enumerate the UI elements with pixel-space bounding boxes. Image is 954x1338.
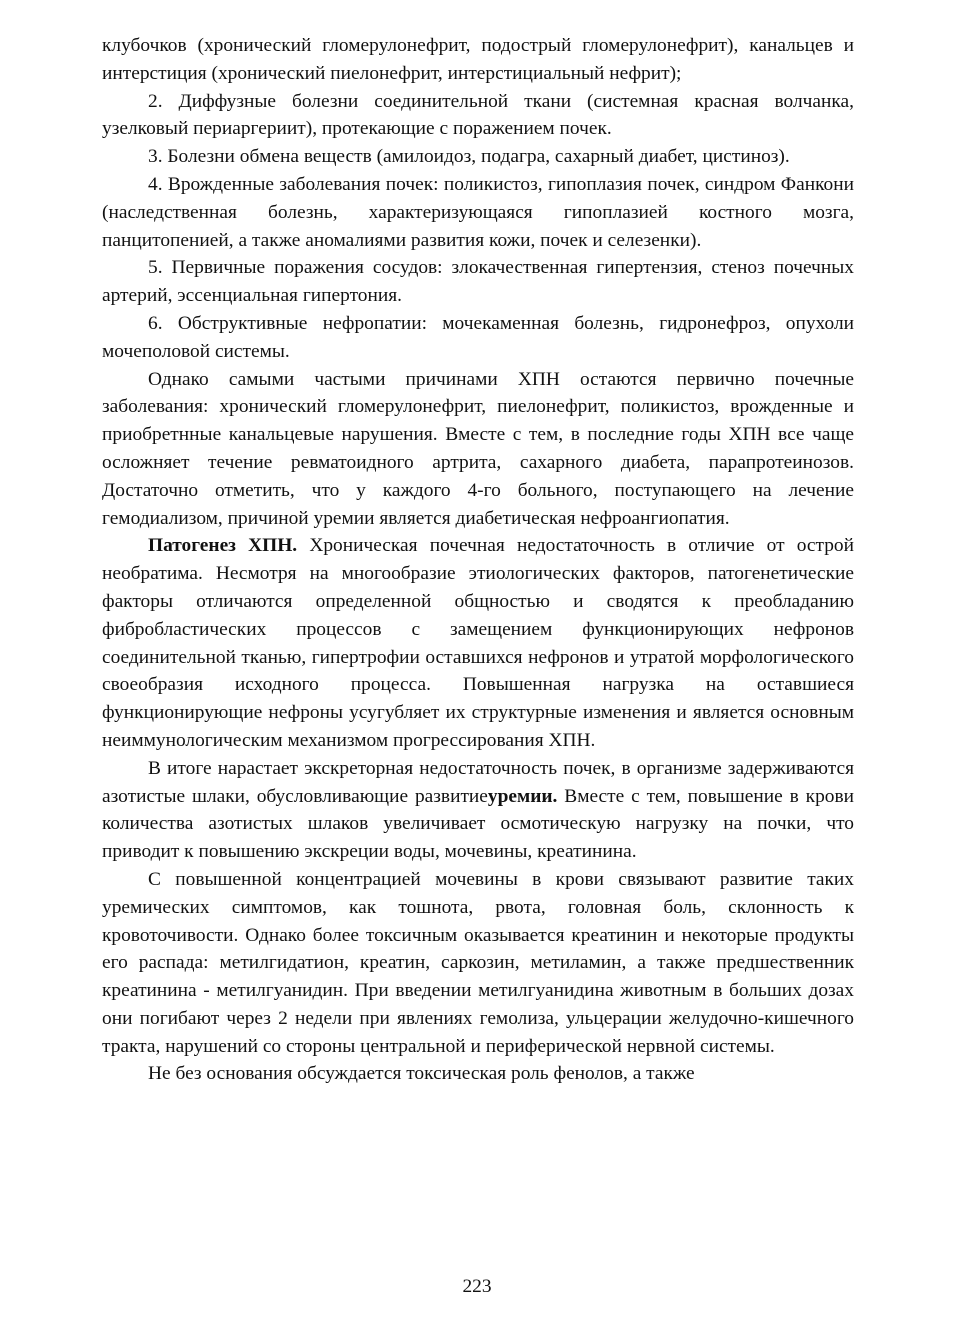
page-text: [102, 32, 854, 1088]
phenols-text-b: , а также: [623, 1063, 695, 1085]
paragraph-uremia: [102, 755, 854, 866]
list-item-2: 2. Диффузные болезни соединительной ткани (системная красная волчанка, узелковый периаргериит), протекающие с поражением почек.: [102, 90, 854, 140]
uremia-text-b: Вместе с тем, повышение в крови количества азотистых шлаков увеличивает осмотическую нагрузку на почки, что приводит к повышению экскреции воды, мочевины, креатинина.: [102, 785, 854, 863]
phenols-term: фенолов: [553, 1063, 624, 1085]
paragraph-phenols: [102, 1060, 854, 1088]
phenols-text-a: Не без основания обсуждается токсическая роль: [148, 1063, 554, 1085]
paragraph-causes: Однако самыми частыми причинами ХПН остаются первично почечные заболевания: хронический гломерулонефрит, пиелонефрит, поликистоз, врожденные и приобретнные канальцевые нарушения. Вместе с тем, в последние годы ХПН все чаще осложняет течение ревматоидного артрита, сахарного диабета, парапротеинозов. Достаточно отметить, что у каждого 4-го больного, поступающего на лечение гемодиализом, причиной уремии является диабетическая нефроангиопатия.: [102, 368, 854, 529]
list-item-6: 6. Обструктивные нефропатии: мочекаменная болезнь, гидронефроз, опухоли мочеполовой системы.: [102, 312, 854, 362]
pathogenesis-heading: Патогенез ХПН.: [148, 535, 298, 557]
urea-text-d: При введении метилгуанидина животным в больших дозах они погибают через 2 недели при явлениях гемолиза, ульцерации желудочно-кишечного тракта, нарушений со стороны центральной и периферической нервной системы.: [102, 980, 854, 1057]
urea-text-b: в крови связывают развитие таких уремических симптомов, как тошнота, рвота, головная боль, склонность к кровоточивости. Однако более токсичным оказывается: [102, 868, 855, 946]
urea-term: мочевины: [435, 868, 518, 890]
list-item-3: 3. Болезни обмена веществ (амилоидоз, подагра, сахарный диабет, цистиноз).: [148, 146, 790, 168]
page-number: 223: [462, 1276, 492, 1297]
uremia-term: уремии.: [487, 785, 558, 807]
paragraph-continuation: клубочков (хронический гломерулонефрит, подострый гломерулонефрит), канальцев и интерстиция (хронический пиелонефрит, интерстициальный нефрит);: [102, 35, 854, 84]
creatinine-term: креатинин: [571, 924, 658, 946]
pathogenesis-text: Хроническая почечная недостаточность в отличие от острой необратима. Несмотря на многообразие этиологических факторов, патогенетические факторы отличаются определенной общностью и сводятся к преобладанию фибробластических процессов с замещением функционирующих нефронов соединительной тканью, гипертрофии оставшихся нефронов и утратой морфологического своеобразия исходного процесса. Повышенная нагрузка на оставшиеся функционирующие нефроны усугубляет их структурные изменения и является основным неиммунологическим механизмом прогрессирования ХПН.: [102, 535, 855, 751]
urea-text-a: С повышенной концентрацией: [148, 868, 436, 890]
urea-text-c: и некоторые продукты его распада: метилгидатион, креатин, саркозин, метиламин, а также предшественник креатинина -: [102, 924, 854, 1002]
paragraph-urea: [102, 866, 854, 1061]
list-item-5: 5. Первичные поражения сосудов: злокачественная гипертензия, стеноз почечных артерий, эссенциальная гипертония.: [102, 257, 854, 307]
methylguanidine-term: метилгуанидин.: [216, 980, 349, 1002]
paragraph-pathogenesis: [102, 532, 854, 754]
list-item-4: 4. Врожденные заболевания почек: поликистоз, гипоплазия почек, синдром Фанкони (наследственная болезнь, характеризующаяся гипоплазией костного мозга, панцитопенией, а также аномалиями развития кожи, почек и селезенки).: [102, 173, 854, 251]
uremia-text-a: В итоге нарастает экскреторная недостаточность почек, в организме задерживаются азотистые шлаки, обусловливающие развитие: [102, 757, 854, 807]
